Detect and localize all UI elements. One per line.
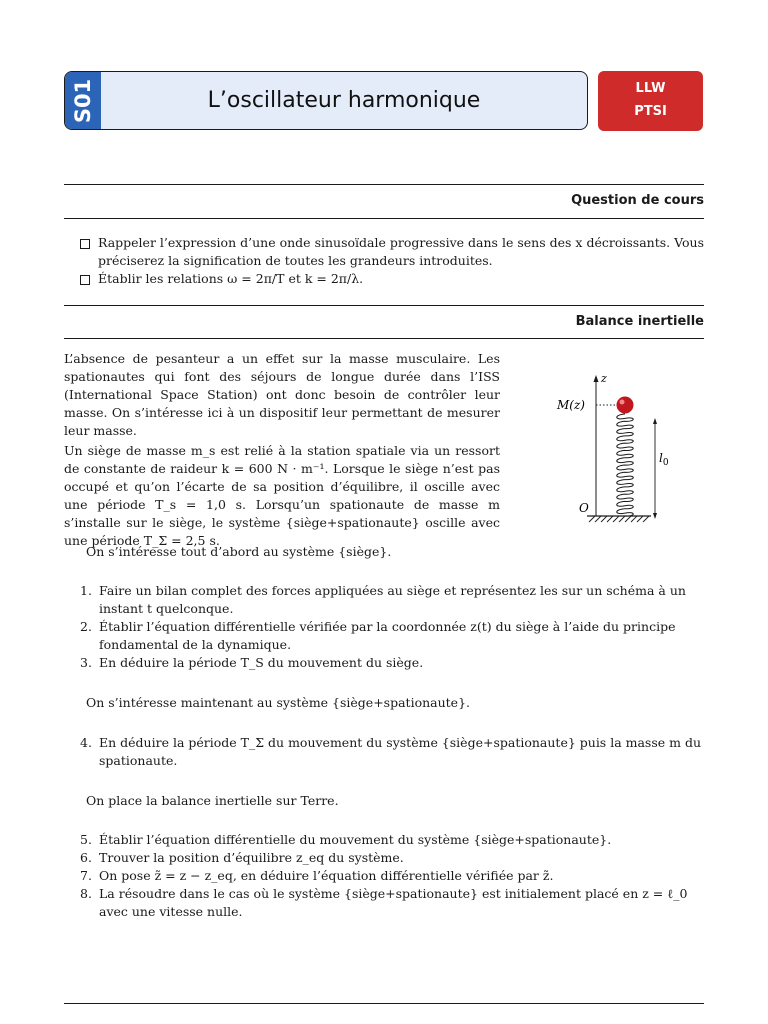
title-banner xyxy=(64,71,588,130)
q6-text: Trouver la position d’équilibre z_eq du système. xyxy=(99,850,404,865)
q4-text: En déduire la période T_Σ du mouvement du système {siège+spationaute} puis la masse m du spationaute. xyxy=(99,735,702,768)
question-list-part3 xyxy=(80,831,704,921)
question-list-part2 xyxy=(80,734,704,770)
ground-hatch xyxy=(589,516,649,522)
intro-paragraph: L’absence de pesanteur a un effet sur la masse musculaire. Les spationautes qui font des séjours de longue durée dans l’ISS (International Space Station) ont donc besoin de contrôler leur masse. On s’intéresse ici à un dispositif leur permettant de mesurer leur masse. xyxy=(64,351,500,438)
question-item-2: Établir les relations ω = 2π/T et k = 2π/λ. xyxy=(98,271,364,286)
z-axis-arrow-icon xyxy=(594,375,599,382)
list-item: 2. Établir l’équation différentielle vérifiée par la coordonnée z(t) du siège à l’aide du principe fondamental de la dynamique. xyxy=(80,619,676,652)
part2-intro: On s’intéresse maintenant au système {siège+spationaute}. xyxy=(86,695,470,710)
checkbox-icon xyxy=(80,275,90,285)
q1-text: Faire un bilan complet des forces appliquées au siège et représentez les sur un schéma à un instant t quelconque. xyxy=(99,583,686,616)
list-item xyxy=(80,234,704,270)
list-item: 1. Faire un bilan complet des forces appliquées au siège et représentez les sur un schéma à un instant t quelconque. xyxy=(80,583,686,616)
origin-label: O xyxy=(579,501,589,515)
position-label: M(z) xyxy=(557,398,585,412)
section-rule xyxy=(64,218,704,219)
sheet-code-tab xyxy=(65,72,101,129)
l0-arrow-bottom-icon xyxy=(653,513,657,519)
list-item: 4. En déduire la période T_Σ du mouvement du système {siège+spationaute} puis la masse m du spationaute. xyxy=(80,735,702,768)
q2-text: Établir l’équation différentielle vérifiée par la coordonnée z(t) du siège à l’aide du principe fondamental de la dynamique. xyxy=(99,619,676,652)
section-title-question: Question de cours xyxy=(571,193,704,208)
section-rule xyxy=(64,305,704,306)
list-item: 3. En déduire la période T_S du mouvement du siège. xyxy=(80,655,424,670)
section-title-balance: Balance inertielle xyxy=(575,314,704,329)
part3-intro: On place la balance inertielle sur Terre. xyxy=(86,793,339,808)
class-badge xyxy=(598,71,703,131)
q5-text: Établir l’équation différentielle du mouvement du système {siège+spationaute}. xyxy=(99,832,612,847)
z-label: z xyxy=(601,372,607,385)
footer-rule xyxy=(64,1003,704,1004)
mass-ball xyxy=(617,397,634,414)
badge-line-2: PTSI xyxy=(634,104,667,119)
list-item: 6. Trouver la position d’équilibre z_eq du système. xyxy=(80,850,404,865)
page-title: L’oscillateur harmonique xyxy=(207,88,481,113)
list-item: 7. On pose z̃ = z − z_eq, en déduire l’équation différentielle vérifiée par z̃. xyxy=(80,868,554,883)
spring xyxy=(617,414,634,516)
list-item xyxy=(80,270,704,288)
section-rule xyxy=(64,184,704,185)
mass-ball-highlight xyxy=(620,400,625,405)
badge-line-1: LLW xyxy=(635,81,666,96)
q7-text: On pose z̃ = z − z_eq, en déduire l’équation différentielle vérifiée par z̃. xyxy=(99,868,554,883)
list-item: 5. Établir l’équation différentielle du mouvement du système {siège+spationaute}. xyxy=(80,832,612,847)
list-item: 8. La résoudre dans le cas où le système {siège+spationaute} est initialement placé en z = ℓ_0 avec une vitesse nulle. xyxy=(80,886,688,919)
l0-arrow-top-icon xyxy=(653,418,657,424)
question-item-1: Rappeler l’expression d’une onde sinusoïdale progressive dans le sens des x décroissants. Vous préciserez la signification de toutes les grandeurs introduites. xyxy=(98,235,704,268)
setup-paragraph: Un siège de masse m_s est relié à la station spatiale via un ressort de constante de raideur k = 600 N · m⁻¹. Lorsque le siège n’est pas occupé et qu’on l’écarte de sa position d’équilibre, il oscille avec une période T_s = 1,0 s. Lorsqu’un spationaute de masse m s’installe sur le siège, le système {siège+spationaute} oscille avec une période T_Σ = 2,5 s. xyxy=(64,443,500,548)
q8-text: La résoudre dans le cas où le système {siège+spationaute} est initialement placé en z = ℓ_0 avec une vitesse nulle. xyxy=(99,886,688,919)
part1-intro: On s’intéresse tout d’abord au système {siège}. xyxy=(86,544,392,559)
q3-text: En déduire la période T_S du mouvement du siège. xyxy=(99,655,424,670)
question-list xyxy=(80,234,704,288)
spring-mass-diagram xyxy=(555,365,685,530)
checkbox-icon xyxy=(80,239,90,249)
section-rule xyxy=(64,338,704,339)
question-list-part1 xyxy=(80,582,704,672)
sheet-code: S01 xyxy=(71,78,95,124)
l0-label: $l_0$ xyxy=(659,451,669,468)
